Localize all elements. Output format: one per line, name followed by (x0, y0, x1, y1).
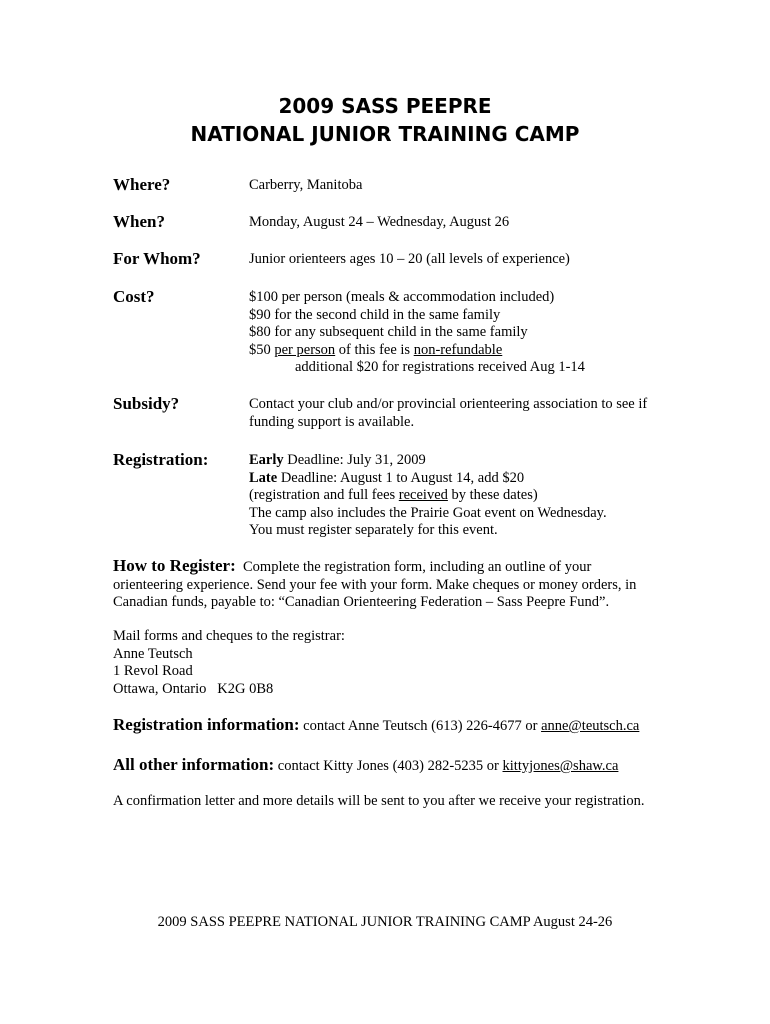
cost-line-2: $90 for the second child in the same family (249, 306, 501, 323)
how-to-register (113, 557, 636, 612)
registration-label: Registration: (113, 450, 209, 469)
cost-line-3: $80 for any subsequent child in the same family (249, 324, 528, 340)
per-person-underlined: per person (274, 341, 336, 358)
late-deadline: Late Deadline: August 1 to August 14, add $20 (249, 469, 525, 486)
cost-label: Cost? (113, 287, 155, 306)
confirmation-note: A confirmation letter and more details will be sent to you after we receive your registration. (113, 793, 645, 809)
where-label: Where? (113, 175, 171, 194)
registration-line-3: (registration and full fees received by these dates) (249, 487, 538, 503)
early-deadline: Early Deadline: July 31, 2009 (249, 452, 426, 468)
subsidy-line-2: funding support is available. (249, 413, 415, 430)
city-postal: Ottawa, Ontario K2G 0B8 (113, 680, 274, 697)
how-to-register-line-1: How to Register: Complete the registration form, including an outline of your (113, 556, 592, 575)
cost-line-1: $100 per person (meals & accommodation included) (249, 289, 555, 305)
subsidy-label: Subsidy? (113, 394, 180, 413)
street-address: 1 Revol Road (113, 663, 193, 679)
other-info-label: All other information: (113, 755, 275, 774)
where-value: Carberry, Manitoba (249, 177, 363, 193)
document-title-line-2: NATIONAL JUNIOR TRAINING CAMP (190, 122, 580, 146)
cost-line-4: $50 per person of this fee is non-refundable (249, 341, 503, 358)
registrar-name: Anne Teutsch (113, 645, 193, 662)
subsidy-line-1: Contact your club and/or provincial orienteering association to see if (249, 396, 648, 412)
document-title-line-1: 2009 SASS PEEPRE (278, 94, 492, 118)
how-to-register-line-2: orienteering experience. Send your fee with your form. Make cheques or money orders, in (113, 576, 637, 593)
how-to-register-line-3: Canadian funds, payable to: “Canadian Orienteering Federation – Sass Peepre Fund”. (113, 594, 610, 610)
other-info: All other information: contact Kitty Jones (403) 282-5235 or kittyjones@shaw.ca (113, 755, 619, 774)
non-refundable-underlined: non-refundable (413, 341, 503, 358)
registration-details (249, 452, 607, 540)
registration-info: Registration information: contact Anne Teutsch (613) 226-4677 or anne@teutsch.ca (113, 715, 640, 734)
registrar-email-link[interactable]: anne@teutsch.ca (541, 718, 640, 734)
page-footer: 2009 SASS PEEPRE NATIONAL JUNIOR TRAINING CAMP August 24-26 (157, 914, 613, 930)
cost-details (249, 289, 585, 377)
when-value: Monday, August 24 – Wednesday, August 26 (249, 214, 510, 230)
received-underlined: received (398, 487, 448, 503)
cost-line-5: additional $20 for registrations received Aug 1-14 (295, 359, 585, 375)
mailing-address (113, 628, 345, 698)
for-whom-value: Junior orienteers ages 10 – 20 (all levels of experience) (249, 251, 570, 267)
mail-line-1: Mail forms and cheques to the registrar: (113, 628, 345, 644)
registration-line-4: The camp also includes the Prairie Goat event on Wednesday. (249, 504, 607, 521)
how-to-register-label: How to Register: (113, 556, 236, 575)
contact-email-link[interactable]: kittyjones@shaw.ca (502, 758, 619, 774)
subsidy-details (249, 396, 647, 431)
registration-line-5: You must register separately for this event. (249, 522, 498, 538)
for-whom-label: For Whom? (113, 249, 201, 268)
registration-info-label: Registration information: (113, 715, 300, 734)
when-label: When? (113, 212, 165, 231)
